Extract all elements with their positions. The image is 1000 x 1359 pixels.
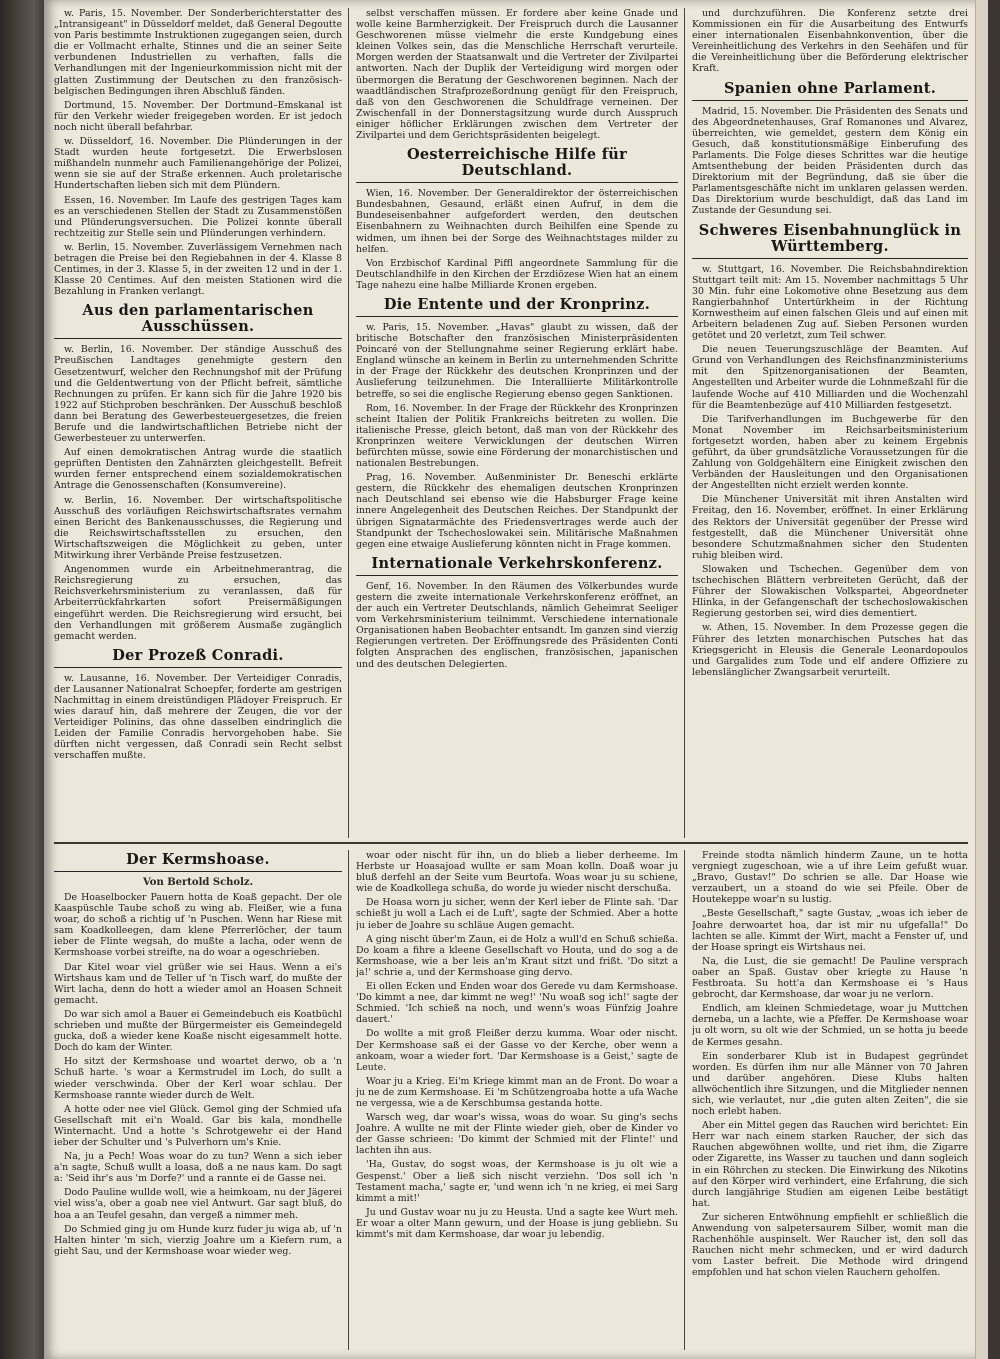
paragraph: w. Paris, 15. November. „Havas" glaubt zu wissen, daß der britische Botschafter den französischen Ministerpräsidenten Poincaré von der Stellungnahme seiner Regierung erklärt habe. England wünsche an keinem in Berlin zu unternehmenden Schritte in der Frage der Rückkehr des deutschen Kronprinzen und der Auslieferung teilzunehmen. Die Interalliierte Militärkontrolle betreffe, so sei die englische Regierung ebenso gegen Sanktionen. — [356, 321, 678, 400]
paragraph: A hotte oder nee viel Glück. Gemol ging der Schmied ufa Gesellschaft mit ei'n Woald. Gar bis kala, mondhelle Winternacht. Und a hotte 's Schrotgewehr ei der Hand ieber der Schulter und 's Pulverhorn um's Knie. — [54, 1103, 342, 1148]
paragraph: Ein sonderbarer Klub ist in Budapest gegründet worden. Es dürfen ihm nur alle Männer von 70 Jahren und darüber angehören. Diese Klubs halten allwöchentlich ihre Sitzungen, und die Mitglieder nennen sich, wie verlautet, nur „die guten alten Zeiten", die sie noch erlebt haben. — [692, 1050, 968, 1118]
paragraph: Essen, 16. November. Im Laufe des gestrigen Tages kam es an verschiedenen Stellen der Stadt zu Zusammenstößen und Plünderungsversuchen. Die Polizei konnte überall rechtzeitig zur Stelle sein und Plünderungen verhindern. — [54, 194, 342, 239]
paragraph: Slowaken und Tschechen. Gegenüber dem von tschechischen Blättern verbreiteten Gerücht, daß der Führer der Slowakischen Volkspartei, Abgeordneter Hlinka, in der Gefangenschaft der tschechoslowakischen Regierung gestorben sei, wird dies dementiert. — [692, 563, 968, 620]
paragraph: woar oder nischt für ihn, un do blieb a lieber derheeme. Im Herbste ur Hoasajoad wullte er sam Moan kolln. Doaß woar ju bluß derfehl an der Seite vum Beurtofa. Woas woar ju su schiene, wie de Koadkollega schußa, do worde ju wieder nischt derschußa. — [356, 850, 678, 895]
paragraph: w. Athen, 15. November. In dem Prozesse gegen die Führer des letzten monarchischen Putsches hat das Kriegsgericht in Eleusis die Generale Leonardopoulos und Gargalides zum Tode und elf andere Offiziere zu lebenslänglicher Zwangsarbeit verurteilt. — [692, 622, 968, 678]
book-binding — [0, 0, 48, 1359]
paragraph: Die Münchener Universität mit ihren Anstalten wird Freitag, den 16. November, eröffnet. In einer Erklärung des Rektors der Universität gegenüber der Presse wird festgestellt, daß die Münchener Universität ohne besondere Schutzmaßnahmen sicher den Studenten ruhig bleiben wird. — [692, 494, 968, 561]
paragraph: „Beste Gesellschaft," sagte Gustav, „woas ich ieber de Joahre derwoartet hoa, dar ist mir nu ufgefalla!" Do lachten se alle. Kimmt der Wirt, macht a Fenster uf, und der Hoase springt eis Wirtshaus nei. — [692, 908, 968, 953]
headline-ausschuesse: Aus den parlamentarischen Ausschüssen. — [54, 303, 342, 339]
paragraph: w. Paris, 15. November. Der Sonderberichterstatter des „Intransigeant" in Düsseldorf meldet, daß General Degoutte von Paris bestimmte Instruktionen zugegangen seien, durch die er Vollmacht erhalte, Stinnes und die an seiner Seite verbundenen Industriellen zu verhaften, falls die Verhandlungen mit der Ingenieurkommission nicht mit der glatten Zustimmung der Deutschen zu den französisch-belgischen Bedingungen ihren Abschluß fänden. — [54, 8, 342, 97]
column-divider — [684, 8, 685, 838]
headline-prozess-conradi: Der Prozeß Conradi. — [54, 648, 342, 668]
story-column-1 — [54, 850, 342, 1352]
paragraph: w. Berlin, 15. November. Zuverlässigem Vernehmen nach betragen die Preise bei den Regiebahnen in der 4. Klasse 8 Centimes, in der 3. Klasse 5, in der zweiten 12 und in der 1. Klasse 20 Centimes. Auf den meisten Stationen wird die Bezahlung in Franken verlangt. — [54, 241, 342, 298]
paragraph: Dortmund, 15. November. Der Dortmund–Emskanal ist für den Verkehr wieder freigegeben worden. Er ist jedoch noch nicht überall befahrbar. — [54, 99, 342, 133]
paragraph: Ho sitzt der Kermshoase und woartet derwo, ob a 'n Schuß harte. 's woar a Kermstrudel im Loch, do sullt a wieder verschwinda. Ober der Kerl woar schlau. Der Kermshoase rannte wieder durch de Welt. — [54, 1056, 342, 1101]
headline-verkehrskonferenz: Internationale Verkehrskonferenz. — [356, 556, 678, 576]
story-column-2 — [356, 850, 678, 1352]
paragraph: w. Lausanne, 16. November. Der Verteidiger Conradis, der Lausanner Nationalrat Schoepfer, forderte am gestrigen Nachmittag in einem dreistündigen Plädoyer Freispruch. Er wies darauf hin, daß mehrere der Zeugen, die vor der Verteidiger Polinins, das ohne dasselben eindringlich die Leiden der Familie Conradis hervorgehoben habe. Sie dürften nicht vergessen, daß Conradi sein Recht selbst verschaffen mußte. — [54, 672, 342, 762]
paragraph: Freinde stodta nämlich hinderm Zaune, un te hotta vergniegt zugeschoan, wie a uf ihre Leim gefußt wuar. „Bravo, Gustav!" Do schrien se alle. Dar Hoase wie verzaubert, un a stoand do wie sei Pfeile. Ober de Houtekeppe woar'n su lustig. — [692, 850, 968, 906]
paragraph: selbst verschaffen müssen. Er fordere aber keine Gnade und wolle keine Barmherzigkeit. Der Freispruch durch die Lausanner Geschworenen müsse vielmehr die erste Kundgebung eines kleinen Volkes sein, das die Menschliche Herrschaft verurteile. Morgen werden der Staatsanwalt und die Vertreter der Zivilpartei antworten. Nach der Duplik der Verteidigung wird morgen oder übermorgen die Beratung der Geschworenen beginnen. Nach der waadtländischen Strafprozeßordnung genügt für den Freispruch, daß von den Geschworenen die Schuldfrage verneinen. Der Zwischenfall in der Donnerstagsitzung wurde durch Ausspruch einiger höflicher Erklärungen zwischen dem Vertreter der Zivilpartei und dem Gerichtspräsidenten beigelegt. — [356, 8, 678, 142]
paragraph: Do Schmied ging ju om Hunde kurz fuder ju wiga ab, uf 'n Halten hinter 'm sich, vierzig Joahre um a Kiefern rum, a gieht Sau, und der Kermshoase woar wieder weg. — [54, 1223, 342, 1257]
story-title: Der Kermshoase. — [54, 852, 342, 872]
story-byline: Von Bertold Scholz. — [142, 877, 254, 888]
headline-spanien: Spanien ohne Parlament. — [692, 81, 968, 101]
paragraph: Ju und Gustav woar nu ju zu Heusta. Und a sagte kee Wurt meh. Er woar a olter Mann gewurn, und der Hoase is jung gebliebn. Su kimmt's mit dam Kermshoase, dar woar ju lebendig. — [356, 1206, 678, 1240]
paragraph: Endlich, am kleinen Schmiedetage, woar ju Muttchen derneba, un a lachte, wie a Pfeffer. De Kermshoase woar ju olt worn, su olt wie der Schmied, un se hotta ju beede de Kermes gesahn. — [692, 1003, 968, 1048]
column-3 — [692, 8, 968, 840]
column-divider — [348, 850, 349, 1350]
paragraph: Aber ein Mittel gegen das Rauchen wird berichtet: Ein Herr war nach einem starken Raucher, der sich das Rauchen abgewöhnen wollte, und riet ihm, die Zigarre oder Zigarette, ins Wasser zu tauchen und dann sogleich in ein Röhrchen zu stecken. Die Einwirkung des Nikotins auf den Körper wird verhindert, eine Erfahrung, die sich durch langjährige Studien am eigenen Leibe bestätigt hat. — [692, 1120, 968, 1209]
paragraph: Die Tarifverhandlungen im Buchgewerbe für den Monat November im Reichsarbeitsministerium fortgesetzt worden, haben aber zu keinem Ergebnis geführt, da über grundsätzliche Voraussetzungen für die Zahlung von Goldgehältern eine Einigkeit zwischen den Verbänden der Hausleitungen und den Organisationen der Angestellten nicht erzielt werden konnte. — [692, 413, 968, 492]
paragraph: Do wollte a mit groß Fleißer derzu kumma. Woar oder nischt. Der Kermshoase saß ei der Gasse vo der Kerche, ober wenn a ankoam, woar a wieder fort. 'Dar Kermshoase is a Geist,' sagte de Leute. — [356, 1028, 678, 1073]
paragraph: Wien, 16. November. Der Generaldirektor der österreichischen Bundesbahnen, Gesaund, erläßt einen Aufruf, in dem die Bundeseisenbahner aufgefordert werden, den deutschen Eisenbahnern zu Weihnachten durch Beihilfen eine Spende zu widmen, um ihnen bei der Sorge des Weihnachtstages milder zu helfen. — [356, 188, 678, 255]
paragraph: Dodo Pauline wullde woll, wie a heimkoam, nu der Jägerei viel wiss'a, ober a goab nee viel Antwurt. Gar sagt bluß, do hoa a an Teufel gesahn, dan vergeß a nimmer meh. — [54, 1187, 342, 1221]
headline-eisenbahnunglueck: Schweres Eisenbahnunglück in Württemberg. — [692, 223, 968, 259]
paragraph: Auf einen demokratischen Antrag wurde die staatlich geprüften Dentisten den Zahnärzten gleichgestellt. Befreit wurden ferner entsprechend einem sozialdemokratischen Antrage die Genossenschaften (Konsumvereine). — [54, 447, 342, 492]
paragraph: Na, die Lust, die sie gemacht! De Pauline versprach oaber an Spaß. Gustav ober kriegte zu Hause 'n Festbroata. Su hott'a dan Kermshoase ei 's Haus gebrocht, dar Kermshoase, dar woar ju ne verlorn. — [692, 955, 968, 1001]
paragraph: De Hoasa worn ju sicher, wenn der Kerl ieber de Flinte sah. 'Dar schießt ju woll a Lach ei de Luft', sagte der Schmied. Aber a hotte ju ieber de Joahre su schläue Augen gemacht. — [356, 897, 678, 931]
paragraph: Dar Kitel woar viel grüßer wie sei Haus. Wenn a ei's Wirtshaus kam und de Teller uf 'n Tisch warf, do mußte der Wirt lacha, denn do hott a wieder amol an Hoasen Schneit gemacht. — [54, 961, 342, 1006]
adjacent-page-edge — [975, 0, 988, 1359]
paragraph: w. Stuttgart, 16. November. Die Reichsbahndirektion Stuttgart teilt mit: Am 15. November nachmittags 5 Uhr 30 Min. fuhr eine Lokomotive ohne Besetzung aus dem Rangierbahnhof Untertürkheim in der Richtung Kornwestheim auf einen falschen Gleis und auf einen mit Arbeitern beladenen Zug auf. Sieben Personen wurden getötet und 20 verletzt, zum Teil schwer. — [692, 263, 968, 342]
story-column-3 — [692, 850, 968, 1352]
newspaper-page — [44, 0, 988, 1359]
paragraph: Zur sicheren Entwöhnung empfiehlt er schließlich die Anwendung von salpetersaurem Silber, womit man die Rachenhöhle auspinselt. Wer Raucher ist, den soll das Rauchen nicht mehr schmecken, und er wird dadurch vom Laster befreit. Die Methode wird dringend empfohlen und hat schon vielen Rauchern geholfen. — [692, 1211, 968, 1279]
column-divider — [684, 850, 685, 1350]
paragraph: Ei ollen Ecken und Enden woar dos Gerede vu dam Kermshoase. 'Do kimmt a nee, dar kimmt ne weg!' 'Nu woaß sog ich!' sagte der Schmied. 'Ich schieß na noch, und wenn's woas Fünfzig Joahre dauert.' — [356, 981, 678, 1026]
paragraph: und durchzuführen. Die Konferenz setzte drei Kommissionen ein für die Ausarbeitung des Entwurfs einer internationalen Eisenbahnkonvention, über die Vereinheitlichung des Verkehrs in den Seehäfen und für die Vereinheitlichung über die Beförderung elektrischer Kraft. — [692, 8, 968, 75]
paragraph: Genf, 16. November. In den Räumen des Völkerbundes wurde gestern die zweite internationale Verkehrskonferenz eröffnet, an der auch ein Vertreter Deutschlands, nämlich Geheimrat Seeliger vom Verkehrsministerium teilnimmt. Verschiedene internationale Organisationen haben Beobachter entsandt. Im ganzen sind vierzig Regierungen vertreten. Der Eröffnungsrede des Präsidenten Conti folgten Ansprachen des englischen, französischen, japanischen und des deutschen Delegierten. — [356, 580, 678, 670]
paragraph: Madrid, 15. November. Die Präsidenten des Senats und des Abgeordnetenhauses, Graf Romanones und Alvarez, überreichten, wie gemeldet, gestern dem König ein Gesuch, daß konstitutionsmäßige Einberufung des Parlaments. Die Folge dieses Schrittes war die heutige Amtsenthebung der beiden Präsidenten durch das Direktorium mit der Begründung, daß sie über die Parlamentsgeschäfte nicht im unklaren gelassen werden. Das Direktorium wurde beschuldigt, daß das Land im Zustande der Gesundung sei. — [692, 105, 968, 217]
paragraph: A ging nischt über'm Zaun, ei de Holz a wull'd en Schuß schießa. Do koam a fihre a kleene Gesellschaft vo Houta, und do sog a de Kermshoase, wie a ber leis an'm Kraut sitzt und frißt. 'Do sitzt a ja!' schrie a, und der Kermshoase ging dervo. — [356, 933, 678, 978]
paragraph: Angenommen wurde ein Arbeitnehmerantrag, die Reichsregierung zu ersuchen, das Reichsverkehrsministerium zu veranlassen, daß für Arbeiterrückfahrkarten sofort Preisermäßigungen eingeführt werden. Die Reichsregierung wird ersucht, bei den Verhandlungen mit größerem Ausmaße zugänglich gemacht werden. — [54, 564, 342, 642]
paragraph: w. Berlin, 16. November. Der wirtschaftspolitische Ausschuß des vorläufigen Reichswirtschaftsrates vernahm einen Bericht des Bankenausschusses, die Regierung und die Reichswirtschaftsstellen zu ersuchen, den Wirtschaftszweigen die Möglichkeit zu geben, unter Mitwirkung ihrer Verbände Preise festzusetzen. — [54, 494, 342, 562]
column-2 — [356, 8, 678, 840]
paragraph: Von Erzbischof Kardinal Piffl angeordnete Sammlung für die Deutschlandhilfe in den Kirchen der Erzdiözese Wien hat an einem Tage nahezu eine halbe Milliarde Kronen ergeben. — [356, 257, 678, 291]
paragraph: w. Berlin, 16. November. Der ständige Ausschuß des Preußischen Landtages genehmigte gestern den Gesetzentwurf, welcher den Rechnungshof mit der Prüfung und die Geldentwertung von der Pflicht befreit, sämtliche Rechnungen zu prüfen. Er kann sich für die Jahre 1920 bis 1922 auf Stichproben beschränken. Der Ausschuß beschloß dann bei Beratung des Gewerbesteuergesetzes, die freien Berufe und die landwirtschaftlichen Betriebe nicht der Gewerbesteuer zu unterwerfen. — [54, 344, 342, 445]
headline-entente: Die Entente und der Kronprinz. — [356, 297, 678, 317]
paragraph: w. Düsseldorf, 16. November. Die Plünderungen in der Stadt wurden heute fortgesetzt. Die Erwerbslosen mißhandeln nunmehr auch Familienangehörige der Polizei, wenn sie sie auf der Straße erkennen. Auch proletarische Hundertschaften lieben sich mit dem Plündern. — [54, 136, 342, 192]
paragraph: Na, ju a Pech! Woas woar do zu tun? Wenn a sich ieber a'n sagte, Schuß wullt a loasa, doß a ne naus kam. Do sagt a: 'Seid ihr's aus 'm Dorfe?' und a rannte ei de Gasse nei. — [54, 1151, 342, 1185]
paragraph: De Hoaselbocker Pauern hotta de Koaß gepacht. Der ole Kaaspüschle Taube schoß zu wing ab. Fleißer, wie a funa woar, do schoß a richtig uf 'n Puschen. Wenn har Riese mit sam Koadkolleegen, dam klene Pferrerlöcher, der taum ieber de Flinte wegsah, do mußte a lacha, oder wenn de Kermshoase vorbei streifte, na do woar a ogeschrieben. — [54, 892, 342, 959]
column-1 — [54, 8, 342, 840]
paragraph: 'Ha, Gustav, do sogst woas, der Kermshoase is ju olt wie a Gespenst.' Ober a ließ sich nischt verziehn. 'Dos soll ich 'n Testament macha,' sagte er, 'und wenn ich 'n ne krieg, ei mei Sarg kimmt a mit!' — [356, 1159, 678, 1204]
section-divider — [54, 842, 968, 844]
paragraph: Die neuen Teuerungszuschläge der Beamten. Auf Grund von Verhandlungen des Reichsfinanzministeriums mit den Spitzenorganisationen der Beamten, Angestellten und Arbeiter wurde die Lohnmeßzahl für die laufende Woche auf 410 Milliarden und die Wochenzahl für die Beamtenbezüge auf 410 Milliarden festgesetzt. — [692, 344, 968, 411]
headline-oesterreich: Oesterreichische Hilfe für Deutschland. — [356, 147, 678, 183]
paragraph: Rom, 16. November. In der Frage der Rückkehr des Kronprinzen scheint Italien der Politik Frankreichs beitreten zu wollen. Die italienische Presse, gleich betont, daß man von der Rückkehr des Kronprinzen weitere Verwicklungen der deutschen Wirren befürchten müsse, sowie eine Förderung der monarchistischen und nationalen Bestrebungen. — [356, 402, 678, 470]
paragraph: Woar ju a Krieg. Ei'm Kriege kimmt man an de Front. Do woar a ju ne de zum Kermshoase. Ei 'm Schützengroaba hotte a ufa Wache ne vergessa, wie a de Kerschbumsa gestanda hotte. — [356, 1075, 678, 1109]
paragraph: Prag, 16. November. Außenminister Dr. Beneschi erklärte gestern, die Rückkehr des ehemaligen deutschen Kronprinzen nach Deutschland sei ebenso wie die Habsburger Frage keine innere Angelegenheit des Deutschen Reiches. Der Standpunkt der übrigen Signatarmächte des Friedensvertrages werde auch der Standpunkt der Tschechoslowakei sein. Militärische Maßnahmen gegen eine etwaige Auslieferung könnten nicht in Frage kommen. — [356, 472, 678, 550]
paragraph: Do war sich amol a Bauer ei Gemeindebuch eis Koatbüchl schrieben und mußte der Bürgermeister eis Gemeindegeld gucka, doß a wieder kene Koaße nischt eigesammelt hotte. Doch do kam der Winter. — [54, 1008, 342, 1054]
paragraph: Warsch weg, dar woar's wissa, woas do woar. Su ging's sechs Joahre. A wullte ne mit der Flinte wieder gieh, ober de Kinder vo der Gasse schrieen: 'Do kimmt der Schmied mit der Flinte!' und lachten ihn aus. — [356, 1112, 678, 1157]
column-divider — [348, 8, 349, 838]
